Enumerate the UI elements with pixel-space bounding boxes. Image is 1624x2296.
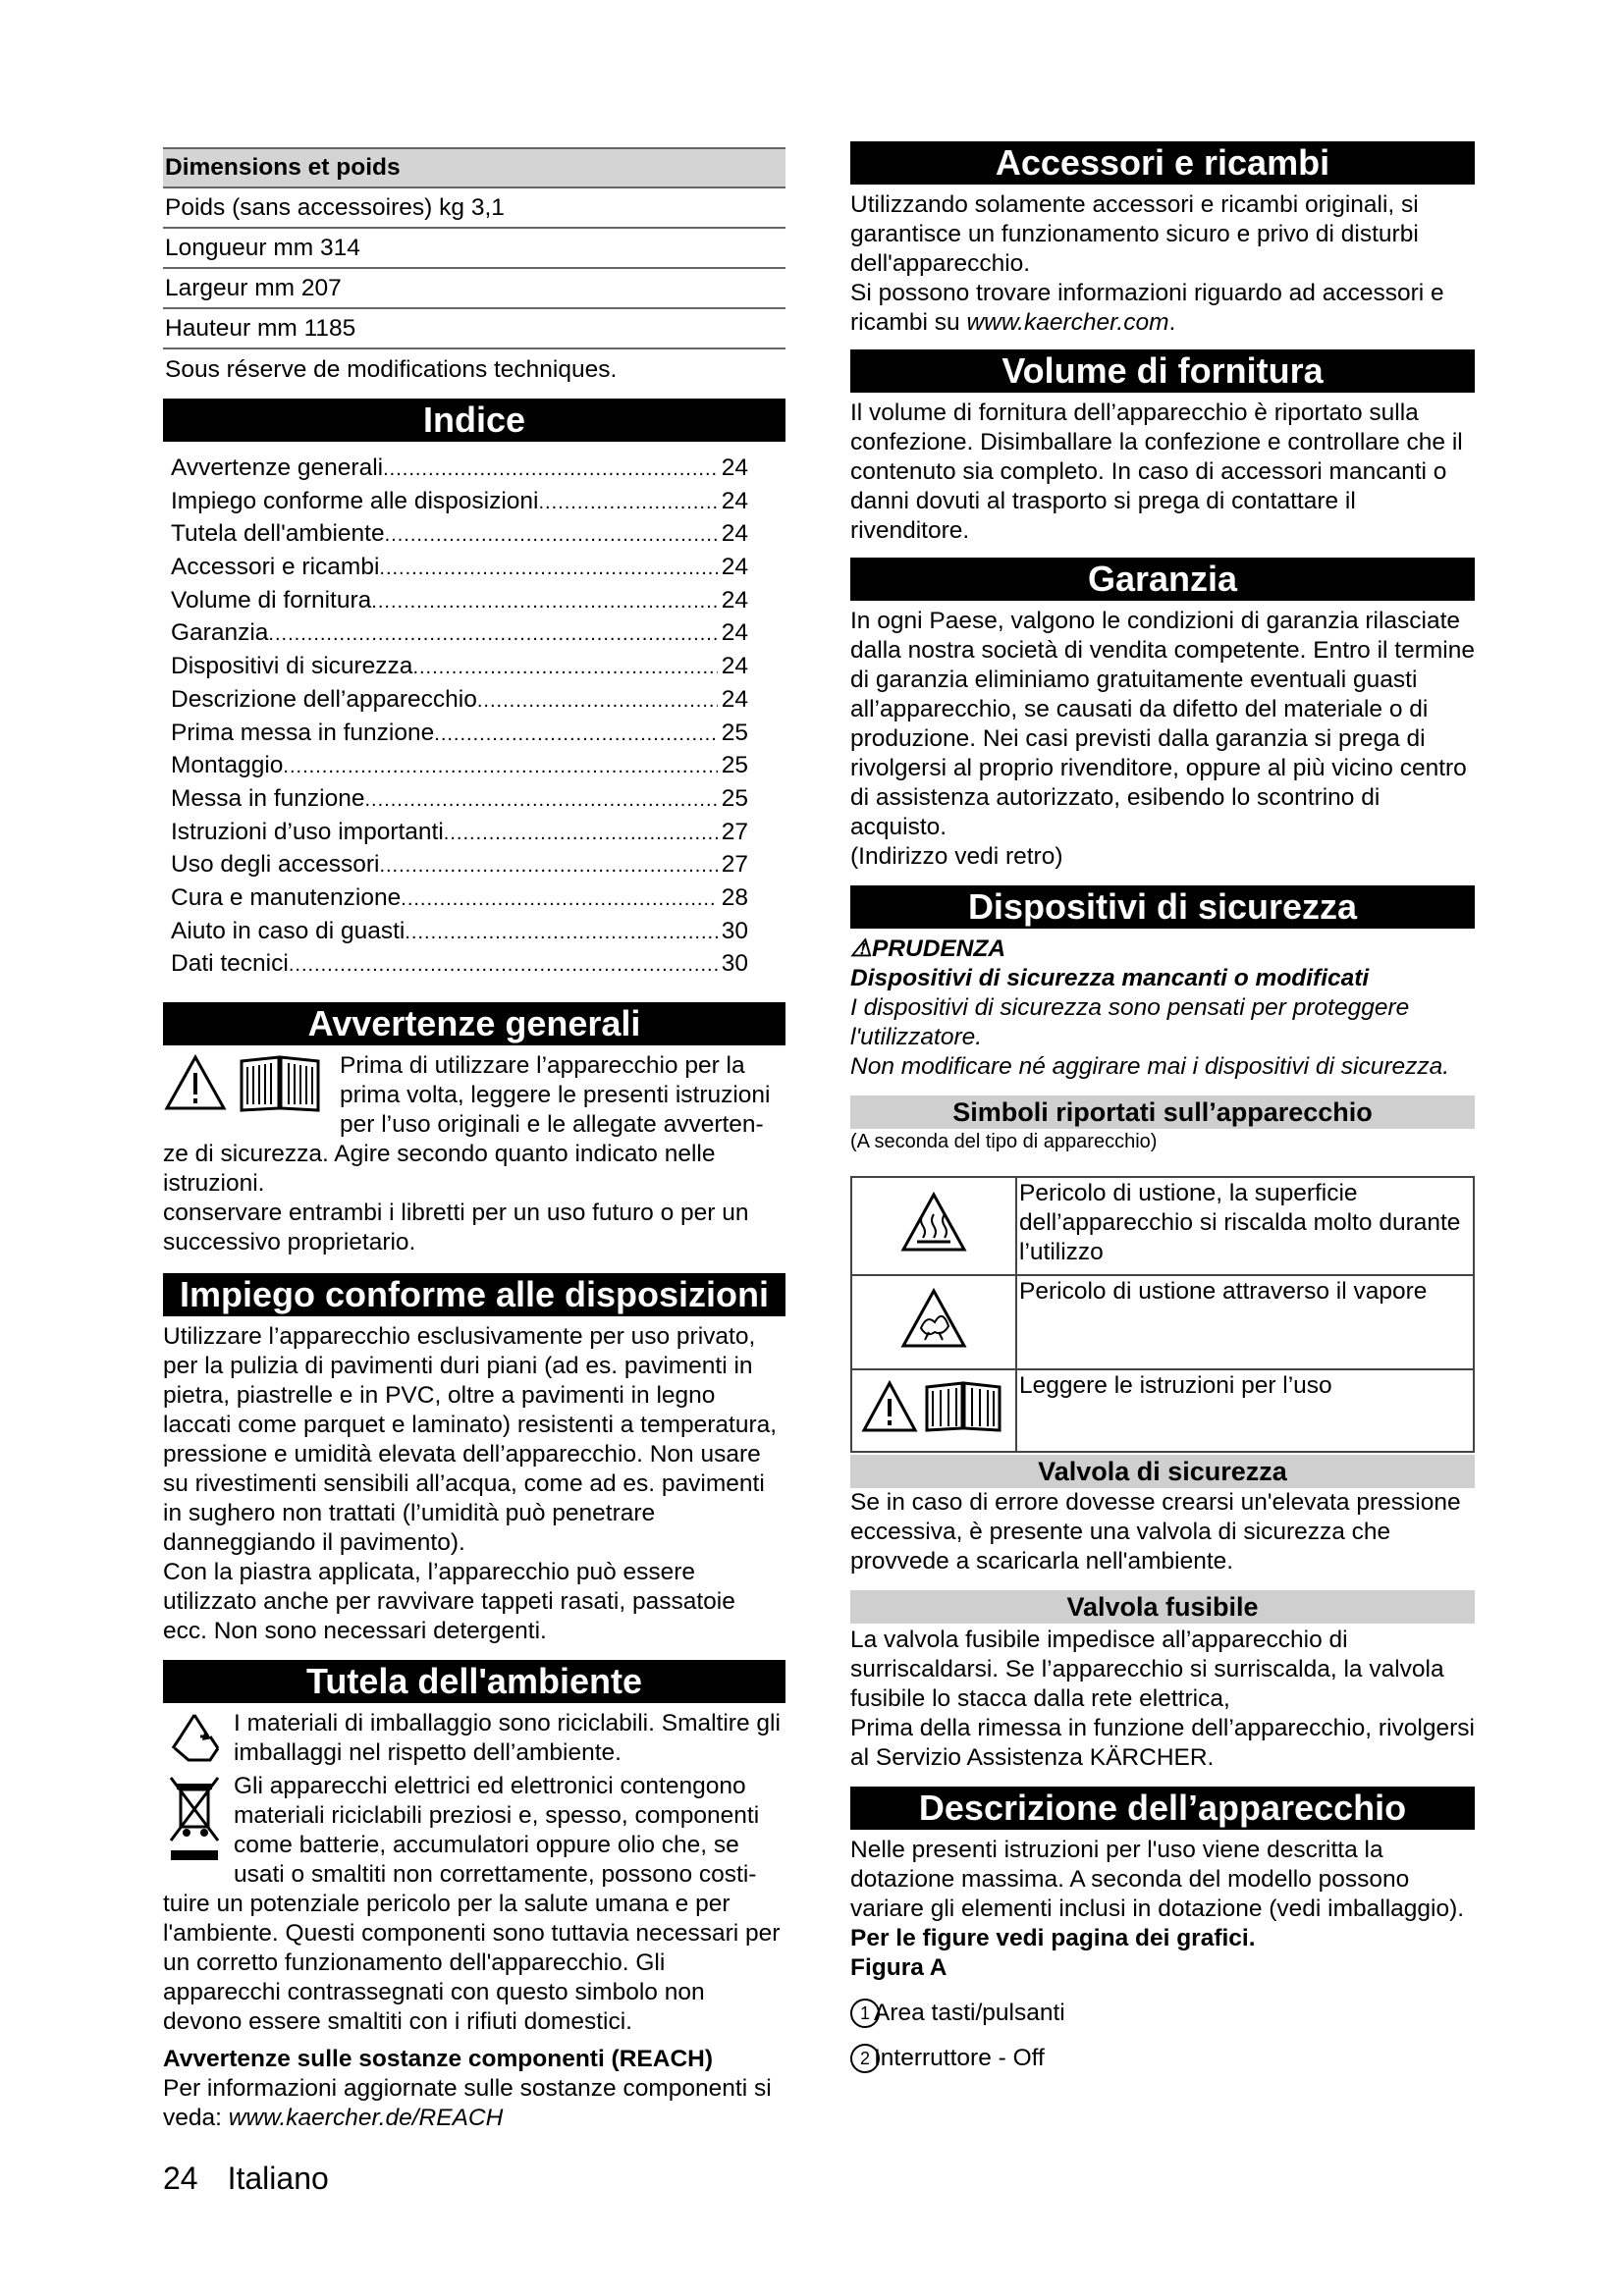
toc-label: Prima messa in funzione bbox=[171, 719, 435, 746]
item-number: 1 bbox=[850, 1999, 880, 2028]
toc-label: Messa in funzione bbox=[171, 784, 365, 812]
dimensions-header: Dimensions et poids bbox=[163, 149, 785, 188]
dispositivi-heading: Dispositivi di sicurezza bbox=[850, 885, 1475, 929]
descrizione-text: Nelle presenti istruzioni per l'uso viene descritta la dotazione massima. A seconda del modello possono variare gli elementi inclusi in dotazione (vedi imballaggio). bbox=[850, 1837, 1465, 1922]
toc-page: 27 bbox=[721, 851, 748, 879]
toc-label: Istruzioni d’uso importanti bbox=[171, 818, 444, 845]
dimensions-table bbox=[163, 147, 785, 385]
symbols-note: (A seconda del tipo di apparecchio) bbox=[850, 1131, 1158, 1152]
toc-entry[interactable] bbox=[171, 551, 748, 584]
table-row bbox=[851, 1369, 1474, 1452]
weee-line: Gli apparecchi elettrici ed elettronici contengono bbox=[234, 1773, 746, 1799]
item-label: Area tasti/pulsanti bbox=[874, 2000, 1065, 2026]
toc-entry[interactable] bbox=[171, 584, 748, 617]
toc-page: 24 bbox=[721, 653, 748, 680]
fusibile-text: La valvola fusibile impedisce all’apparecchio di surriscaldarsi. Se l’apparecchio si surriscalda, la valvola fusibile lo stacca dalla rete elettrica, bbox=[850, 1627, 1444, 1712]
toc-label: Impiego conforme alle disposizioni bbox=[171, 487, 539, 514]
dimensions-note: Sous réserve de modifications techniques. bbox=[165, 356, 618, 383]
avvertenze-intro bbox=[163, 1051, 785, 1140]
warning-text: I dispositivi di sicurezza sono pensati per proteggere l'utilizzatore. bbox=[850, 994, 1410, 1050]
toc-page: 30 bbox=[721, 950, 748, 978]
accessori-text-2: Si possono trovare informazioni riguardo ad accessori e ricambi su www.kaercher.com. bbox=[850, 280, 1444, 336]
fusibile-heading: Valvola fusibile bbox=[850, 1590, 1475, 1624]
impiego-text: Utilizzare l’apparecchio esclusivamente per uso privato, per la pulizia di pavimenti duri piani (ad es. pavimenti in pietra, piastrelle e in PVC, oltre a pavimenti in legno laccati come parquet e laminato) resistenti a temperatura, pressione e umidità elevata dell’apparecchio. Non usare su rivestimenti sensibili all’acqua, come ad es. pavimenti in sughero non trattati (l’umidità può penetrare danneggiando il pavimento). bbox=[163, 1323, 778, 1556]
toc-label: Accessori e ricambi bbox=[171, 554, 380, 581]
left-column bbox=[163, 147, 785, 2133]
symbol-cell bbox=[851, 1369, 1016, 1452]
avvertenze-text: ze di sicurezza. Agire secondo quanto indicato nelle istruzioni. bbox=[163, 1141, 716, 1197]
valvola-text: Se in caso di errore dovesse crearsi un'elevata pressione eccessiva, è presente una valvola di sicurezza che provvede a scaricarla nell'ambiente. bbox=[850, 1489, 1461, 1575]
toc-entry[interactable] bbox=[171, 517, 748, 551]
symbol-cell bbox=[851, 1177, 1016, 1275]
weee-text: tuire un potenziale pericolo per la salute umana e per l'ambiente. Questi componenti sono tuttavia necessari per un corretto funzionamento dell'apparecchio. Gli apparecchi contrassegnati con questo simbolo non devono essere smaltiti con i rifiuti domestici. bbox=[163, 1891, 781, 2035]
toc-entry[interactable] bbox=[171, 616, 748, 650]
volume-heading: Volume di fornitura bbox=[850, 349, 1475, 393]
weee-bin-icon bbox=[163, 1772, 226, 1866]
toc-page: 25 bbox=[721, 784, 748, 812]
warning-icon: ⚠ bbox=[850, 935, 872, 962]
toc-label: Avvertenze generali bbox=[171, 454, 384, 481]
kaercher-link[interactable]: www.kaercher.com bbox=[966, 309, 1169, 336]
footer-language: Italiano bbox=[227, 2161, 329, 2196]
volume-text: Il volume di fornitura dell’apparecchio è riportato sulla confezione. Disimballare la confezione e controllare che il contenuto sia completo. In caso di accessori mancanti o danni dovuti al trasporto si prega di contattare il rivenditore. bbox=[850, 400, 1463, 544]
accessori-heading: Accessori e ricambi bbox=[850, 141, 1475, 185]
toc-page: 25 bbox=[721, 752, 748, 779]
reach-link[interactable]: www.kaercher.de/REACH bbox=[228, 2105, 504, 2131]
toc-page: 24 bbox=[721, 520, 748, 548]
toc-page: 24 bbox=[721, 685, 748, 713]
garanzia-heading: Garanzia bbox=[850, 558, 1475, 601]
table-row bbox=[851, 1275, 1474, 1369]
page-number: 24 bbox=[163, 2161, 198, 2196]
toc-entry[interactable] bbox=[171, 749, 748, 782]
table-row bbox=[851, 1177, 1474, 1275]
descrizione-figures-note: Per le figure vedi pagina dei grafici. bbox=[850, 1925, 1256, 1951]
impiego-heading: Impiego conforme alle disposizioni bbox=[163, 1273, 785, 1316]
weee-block bbox=[163, 1772, 785, 1890]
symbol-cell bbox=[851, 1275, 1016, 1369]
toc-page: 24 bbox=[721, 454, 748, 481]
symbols-heading: Simboli riportati sull’apparecchio bbox=[850, 1095, 1475, 1129]
toc-entry[interactable] bbox=[171, 848, 748, 881]
toc-label: Tutela dell'ambiente bbox=[171, 520, 385, 548]
avvertenze-intro-line: per l’uso originali e le allegate avverten- bbox=[340, 1111, 764, 1138]
avvertenze-intro-line: prima volta, leggere le presenti istruzioni bbox=[340, 1082, 771, 1108]
dimensions-row: Longueur mm 314 bbox=[163, 229, 785, 269]
dimensions-row: Poids (sans accessoires) kg 3,1 bbox=[163, 188, 785, 229]
toc-page: 27 bbox=[721, 818, 748, 845]
dimensions-row: Hauteur mm 1185 bbox=[163, 309, 785, 349]
symbols-table bbox=[850, 1176, 1475, 1453]
valvola-heading: Valvola di sicurezza bbox=[850, 1455, 1475, 1488]
recycle-block bbox=[163, 1709, 785, 1768]
descrizione-heading: Descrizione dell’apparecchio bbox=[850, 1787, 1475, 1830]
toc-entry[interactable] bbox=[171, 650, 748, 683]
avvertenze-text-2: conservare entrambi i libretti per un uso futuro o per un successivo proprietario. bbox=[163, 1200, 749, 1255]
toc-entry[interactable] bbox=[171, 947, 748, 981]
tutela-heading: Tutela dell'ambiente bbox=[163, 1660, 785, 1703]
toc-page: 30 bbox=[721, 917, 748, 944]
garanzia-text: In ogni Paese, valgono le condizioni di garanzia rilasciate dalla nostra società di vendita competente. Entro il termine di garanzia eliminiamo gratuitamente eventuali guasti all’apparecchio, se causati da difetto del materiale o di produzione. Nei casi previsti dalla garanzia si prega di rivolgersi al proprio rivenditore, oppure al più vicino centro di assistenza autorizzato, esibendo lo scontrino di acquisto. bbox=[850, 608, 1475, 840]
toc-entry[interactable] bbox=[171, 816, 748, 849]
toc-label: Montaggio bbox=[171, 752, 284, 779]
warning-title: Dispositivi di sicurezza mancanti o modificati bbox=[850, 965, 1370, 991]
toc-entry[interactable] bbox=[171, 782, 748, 816]
toc-label: Descrizione dell’apparecchio bbox=[171, 685, 477, 713]
warning-triangle-icon bbox=[163, 1053, 228, 1112]
garanzia-address: (Indirizzo vedi retro) bbox=[850, 843, 1063, 870]
recycle-icon bbox=[163, 1709, 226, 1766]
right-column bbox=[850, 141, 1475, 2073]
toc-page: 24 bbox=[721, 586, 748, 614]
symbol-text: Pericolo di ustione attraverso il vapore bbox=[1016, 1275, 1474, 1369]
toc-label: Cura e manutenzione bbox=[171, 883, 402, 911]
item-number: 2 bbox=[850, 2044, 880, 2073]
avvertenze-icons bbox=[163, 1053, 324, 1114]
avvertenze-intro-line: Prima di utilizzare l’apparecchio per la bbox=[340, 1052, 745, 1079]
reach-title: Avvertenze sulle sostanze componenti (REACH) bbox=[163, 2046, 713, 2072]
read-manual-icon bbox=[860, 1377, 1007, 1436]
indice-heading: Indice bbox=[163, 399, 785, 442]
steam-burn-icon bbox=[899, 1287, 968, 1350]
page-footer bbox=[163, 2161, 358, 2196]
accessori-text: Utilizzando solamente accessori e ricambi originali, si garantisce un funzionamento sicuro e privo di disturbi dell'apparecchio. bbox=[850, 191, 1419, 277]
toc-entry[interactable] bbox=[171, 683, 748, 717]
reach-text: Per informazioni aggiornate sulle sostanze componenti si veda: www.kaercher.de/REACH bbox=[163, 2075, 772, 2131]
impiego-text-2: Con la piastra applicata, l’apparecchio può essere utilizzato anche per ravvivare tappeti rasati, passatoie ecc. Non sono necessari detergenti. bbox=[163, 1559, 735, 1644]
avvertenze-heading: Avvertenze generali bbox=[163, 1002, 785, 1045]
toc-page: 28 bbox=[721, 883, 748, 911]
item-label: Interruttore - Off bbox=[874, 2045, 1045, 2071]
weee-line: come batterie, accumulatori oppure olio che, se bbox=[234, 1832, 739, 1858]
toc-entry[interactable] bbox=[171, 881, 748, 915]
toc-label: Uso degli accessori bbox=[171, 851, 380, 879]
weee-line: usati o smaltiti non correttamente, possono costi- bbox=[234, 1861, 757, 1888]
toc-page: 24 bbox=[721, 554, 748, 581]
recycle-text: I materiali di imballaggio sono riciclabili. Smaltire gli imballaggi nel rispetto dell’ambiente. bbox=[234, 1710, 781, 1766]
weee-line: materiali riciclabili preziosi e, spesso, componenti bbox=[234, 1802, 760, 1829]
toc-label: Volume di fornitura bbox=[171, 586, 372, 614]
toc-entry[interactable] bbox=[171, 717, 748, 750]
list-item bbox=[850, 1999, 1475, 2028]
toc-page: 25 bbox=[721, 719, 748, 746]
fusibile-text-2: Prima della rimessa in funzione dell’apparecchio, rivolgersi al Servizio Assistenza KÄRCHER. bbox=[850, 1715, 1475, 1771]
manual-book-icon bbox=[236, 1053, 324, 1114]
symbol-text: Pericolo di ustione, la superficie dell’apparecchio si riscalda molto durante l’utilizzo bbox=[1016, 1177, 1474, 1275]
toc-entry[interactable] bbox=[171, 915, 748, 948]
toc-page: 24 bbox=[721, 619, 748, 647]
hot-surface-icon bbox=[899, 1191, 968, 1254]
dimensions-row: Largeur mm 207 bbox=[163, 269, 785, 309]
figure-label: Figura A bbox=[850, 1954, 947, 1981]
warning-text-2: Non modificare né aggirare mai i dispositivi di sicurezza. bbox=[850, 1053, 1450, 1080]
toc-page: 24 bbox=[721, 487, 748, 514]
symbol-text: Leggere le istruzioni per l’uso bbox=[1016, 1369, 1474, 1452]
toc-entry[interactable] bbox=[171, 485, 748, 518]
warning-label: ⚠PRUDENZA bbox=[850, 935, 1006, 962]
toc-label: Garanzia bbox=[171, 619, 269, 647]
toc-entry[interactable] bbox=[171, 452, 748, 485]
list-item bbox=[850, 2044, 1475, 2073]
toc-label: Dati tecnici bbox=[171, 950, 289, 978]
table-of-contents bbox=[163, 452, 785, 981]
toc-label: Dispositivi di sicurezza bbox=[171, 653, 413, 680]
toc-label: Aiuto in caso di guasti bbox=[171, 917, 406, 944]
